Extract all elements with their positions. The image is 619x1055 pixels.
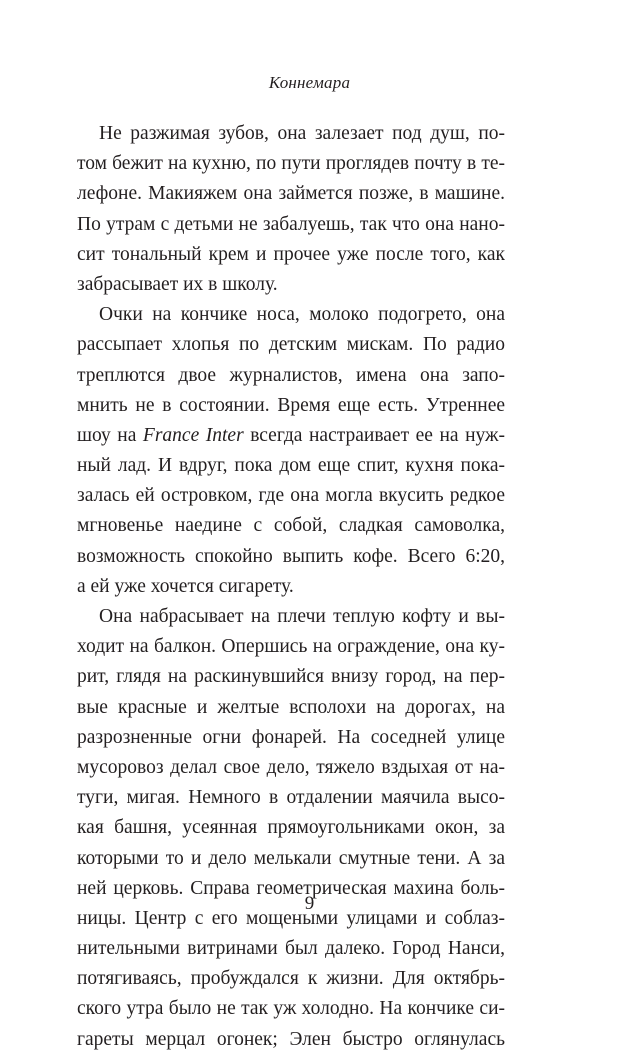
italic-title: France Inter [142,424,244,446]
text-line: лефоне. Макияжем она займется позже, в машине. [77,183,505,205]
text-run: всегда настраивает ее на нуж- [243,424,505,446]
text-line: туги, мигая. Немного в отдалении маячила высо- [77,787,505,809]
page-number: 9 [304,893,315,914]
text-line: залась ей островком, где она могла вкусить редкое [77,485,505,507]
text-run: шоу на [77,424,143,446]
text-line: По утрам с детьми не забалуешь, так что она нано- [77,213,505,235]
text-line: кая башня, усеянная прямоугольниками окон, за [77,817,505,839]
text-line: ского утра было не так уж холодно. На кончике си- [77,998,505,1020]
text-line: возможность спокойно выпить кофе. Всего 6:20, [77,545,505,567]
text-line: треплются двое журналистов, имена она запо- [77,364,505,386]
text-line: том бежит на кухню, по пути проглядев почту в те- [77,153,505,175]
text-line: рит, глядя на раскинувшийся внизу город, на пер- [77,666,505,688]
text-line: которыми то и дело мелькали смутные тени. А за [77,847,505,869]
text-line [77,421,505,451]
text-line: гареты мерцал огонек; Элен быстро оглянулась [77,1028,505,1050]
text-line: мусоровоз делал свое дело, тяжело вздыхая от на- [77,756,505,778]
text-line: рассыпает хлопья по детским мискам. По радио [77,334,505,356]
text-line: вые красные и желтые всполохи на дорогах, на [77,696,505,718]
text-line: ней церковь. Справа геометрическая махина боль- [77,877,505,899]
paragraph [77,602,505,1055]
text-line: Не разжимая зубов, она залезает под душ, по- [99,123,505,144]
text-line: забрасывает их в школу. [77,273,278,295]
text-line: Очки на кончике носа, молоко подогрето, она [99,304,505,326]
text-line: а ей уже хочется сигарету. [77,575,294,597]
text-line: нительными витринами был далеко. Город Нанси, [77,938,505,960]
text-line: Она набрасывает на плечи теплую кофту и вы- [99,606,505,627]
text-line: потягиваясь, пробуждался к жизни. Для октябрь- [77,968,505,990]
paragraph [77,119,505,300]
text-line: мнить не в состоянии. Время еще есть. Утреннее [77,394,505,416]
text-line: ный лад. И вдруг, пока дом еще спит, кухня пока- [77,455,505,477]
text-line: ницы. Центр с его мощеными улицами и соблаз- [77,907,505,929]
paragraph [77,300,505,602]
running-head: Коннемара [268,73,351,92]
text-line: ходит на балкон. Опершись на ограждение, она ку- [77,636,505,658]
text-line: сит тональный крем и прочее уже после того, как [77,243,505,265]
text-line: мгновенье наедине с собой, сладкая самоволка, [77,515,505,537]
text-line: разрозненные огни фонарей. На соседней улице [77,726,505,748]
